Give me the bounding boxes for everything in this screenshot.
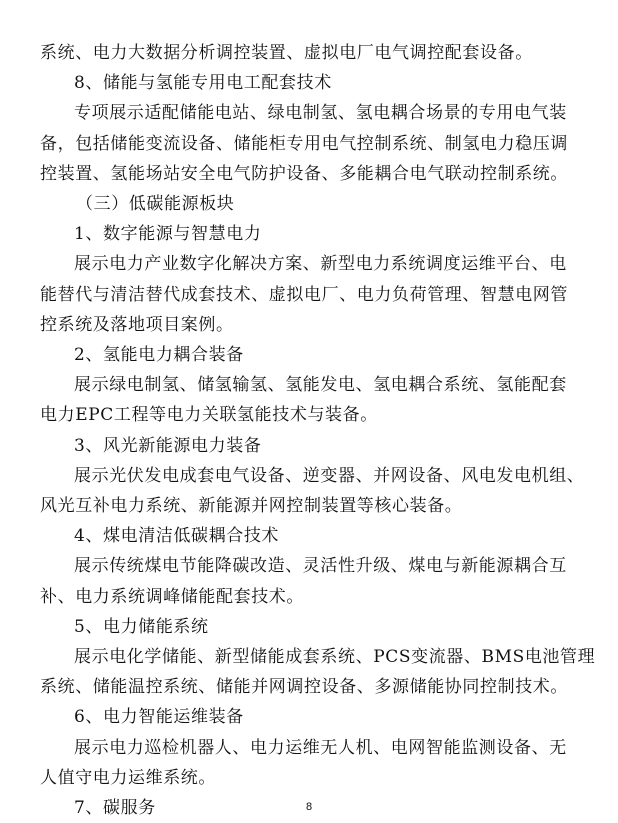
paragraph-line: 人值守电力运维系统。 <box>40 768 216 788</box>
paragraph-line: 风光互补电力系统、新能源并网控制装置等核心装备。 <box>40 496 463 516</box>
subheading-7: 7、碳服务 <box>74 798 156 818</box>
paragraph-line: 展示绿电制氢、储氢输氢、氢能发电、氢电耦合系统、氢能配套 <box>74 375 567 395</box>
subheading-1: 1、数字能源与智慧电力 <box>74 224 262 244</box>
page-number: 8 <box>305 801 313 813</box>
paragraph-line: 电力EPC工程等电力关联氢能技术与装备。 <box>40 405 378 425</box>
paragraph-line: 补、电力系统调峰储能配套技术。 <box>40 587 304 607</box>
paragraph-line: 展示电力产业数字化解决方案、新型电力系统调度运维平台、电 <box>74 254 567 274</box>
paragraph-line: 能替代与清洁替代成套技术、虚拟电厂、电力负荷管理、智慧电网管 <box>40 285 568 305</box>
paragraph-line: 备，包括储能变流设备、储能柜专用电气控制系统、制氢电力稳压调 <box>40 134 568 154</box>
paragraph-line: 控装置、氢能场站安全电气防护设备、多能耦合电气联动控制系统。 <box>40 164 568 184</box>
paragraph-line: 控系统及落地项目案例。 <box>40 315 234 335</box>
subheading-8: 8、储能与氢能专用电工配套技术 <box>74 73 332 93</box>
subheading-6: 6、电力智能运维装备 <box>74 707 244 727</box>
paragraph-line: 展示电力巡检机器人、电力运维无人机、电网智能监测设备、无 <box>74 738 567 758</box>
paragraph-line: 系统、储能温控系统、储能并网调控设备、多源储能协同控制技术。 <box>40 677 568 697</box>
subheading-5: 5、电力储能系统 <box>74 617 209 637</box>
subheading-4: 4、煤电清洁低碳耦合技术 <box>74 526 280 546</box>
subheading-2: 2、氢能电力耦合装备 <box>74 345 244 365</box>
paragraph-line: 展示传统煤电节能降碳改造、灵活性升级、煤电与新能源耦合互 <box>74 556 567 576</box>
subheading-3: 3、风光新能源电力装备 <box>74 436 262 456</box>
paragraph-line: 专项展示适配储能电站、绿电制氢、氢电耦合场景的专用电气装 <box>74 103 567 123</box>
paragraph-line: 展示光伏发电成套电气设备、逆变器、并网设备、风电发电机组、 <box>74 466 585 486</box>
paragraph-line: 展示电化学储能、新型储能成套系统、PCS变流器、BMS电池管理 <box>74 647 596 667</box>
paragraph-continuation: 系统、电力大数据分析调控装置、虚拟电厂电气调控配套设备。 <box>40 43 533 63</box>
section-heading: （三）低碳能源板块 <box>76 194 235 214</box>
